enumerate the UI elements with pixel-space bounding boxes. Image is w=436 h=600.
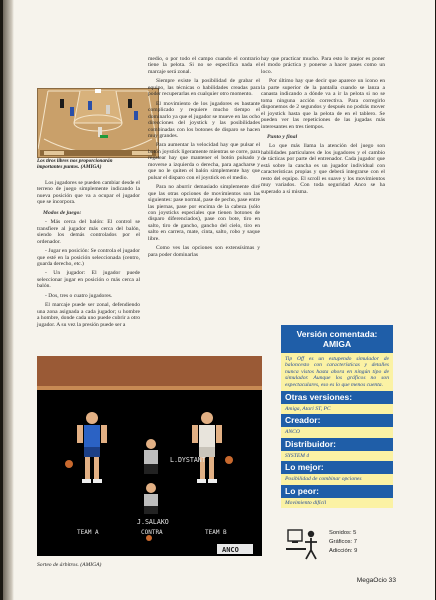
- photo-caption-line: Los tiros libres nos proporcionarán: [37, 158, 113, 164]
- game-screen-illustration: [37, 356, 262, 556]
- paragraph: El marcaje puede ser zonal, defendiendo una zona asignada a cada jugador; u hombre a hombre, donde cada uno puede cubrir a otro jugador. A su vez la presión puede ser a: [37, 302, 140, 328]
- section-heading: Modos de juego:: [43, 209, 82, 216]
- paragraph: El movimiento de los jugadores es bastante complicado y requiere mucho tiempo el dominarlo ya que el jugador se mueve en las ocho direcciones del joystick y las posibilidades combinadas con los botones de disparo se hacen muy grandes.: [148, 100, 260, 139]
- text-column-3: [261, 56, 385, 198]
- paragraph: Como ves las opciones son extensísimas y para poder dominarlas: [148, 245, 260, 258]
- contra-label: CONTRA: [141, 529, 163, 536]
- anco-logo: ANCO: [222, 546, 239, 554]
- paragraph: - Más cerca del balón: El control se transfiere al jugador más cerca del balón, siendo los demás controlados por el ordenador.: [37, 219, 140, 245]
- photo-caption-line: importantes puntos. (AMIGA): [37, 164, 102, 171]
- score-addiction: Adicción: 9: [329, 548, 358, 554]
- team-b-label: TEAM B: [205, 529, 227, 536]
- review-box-title: [281, 325, 393, 353]
- score-panel: [281, 524, 393, 564]
- paragraph: Para aumentar la velocidad hay que pulsar el botón joystick ligeramente mientras se corre, para regatear hay que mantener el botón pulsado y moverse a izquierda o derecha, para agacharse y que no le quiten el balón simplemente hay que pulsar el disparo con el joystick en el medio.: [148, 142, 260, 181]
- text-column-2: [148, 56, 260, 261]
- photo-caption-bottom: Sorteo de árbitros. (AMIGA): [37, 562, 102, 568]
- magazine-page: [3, 0, 435, 600]
- page-spine-shadow: [3, 0, 14, 600]
- review-box: [281, 325, 393, 508]
- paragraph: - Un jugador: El jugador puede seleccionar jugar en posición o más cerca al balón.: [37, 270, 140, 290]
- score-sound: Sonidos: 5: [329, 530, 357, 536]
- score-graphics: Gráficos: 7: [329, 539, 358, 545]
- basketball-court-illustration: [38, 89, 158, 157]
- distributor-heading: Distribuidor:: [281, 438, 393, 451]
- creator-value: ANCO: [281, 427, 393, 437]
- player-name-top: L.DYSTANT: [170, 456, 206, 464]
- paragraph: Siempre existe la posibilidad de grabar el equipo, las técnicas o habilidades creadas para poder recuperarlas en cualquier otro momento.: [148, 78, 260, 98]
- photo-caption-top: [37, 158, 113, 171]
- player-name-bottom: J.SALAKO: [137, 518, 169, 526]
- computer-user-icon: [285, 526, 323, 562]
- versions-value: Amiga, Atari ST, PC: [281, 404, 393, 414]
- worst-value: Movimiento difícil: [281, 498, 393, 508]
- free-throw-screenshot: [37, 88, 159, 158]
- paragraph: hay que practicar mucho. Para esto lo mejor es poner el modo práctica y ponerse a hacer pases como un loco.: [261, 56, 385, 75]
- best-heading: Lo mejor:: [281, 461, 393, 474]
- paragraph: Lo que más llama la atención del juego son habilidades particulares de los jugadores y el cambio de tácticas por parte del entrenador. Cada jugador que está sobre la cancha es un jugador individual con características propias y que deberá integrarse con el resto del equipo. El scroll es suave y los movimientos muy variados. Con toda seguridad Anco se ha superado a sí misma.: [261, 143, 385, 195]
- paragraph: medio, o por todo el campo cuando el contrario tiene la pelota. Si no se especifica nada el marcaje será zonal.: [148, 56, 260, 75]
- review-title-line: AMIGA: [322, 339, 352, 349]
- best-value: Posibilidad de combinar opciones: [281, 474, 393, 484]
- paragraph: Los jugadores se pueden cambiar desde el terreno de juego simplemente indicando la nueva posición que va a ocupar el jugador que se incorpora.: [37, 180, 140, 206]
- worst-heading: Lo peor:: [281, 485, 393, 498]
- paragraph: Por último hay que decir que aparece un icono en la parte superior de la pantalla cuando se lanza a canasta indicando a dónde va a ir la pelota si no se toma ninguna acción correctiva. Para corregirlo disponemos de 2 segundos y después no podrás mover el joystick hasta que la pelota de en el tablero. Se pueden ver las repeticiones de las jugadas más interesantes en tres tiempos.: [261, 78, 385, 130]
- team-a-label: TEAM A: [77, 529, 99, 536]
- review-description: Tip Off es un estupendo simulador de baloncesto con características y detalles nunca vistos hasta ahora en ningún tipo de simulador. Aunque los gráficos no son espectaculares, eso es lo que menos cuenta.: [281, 353, 393, 391]
- creator-heading: Creador:: [281, 414, 393, 427]
- text-column-1: [37, 180, 140, 331]
- page-footer: MegaOcio 33: [356, 577, 396, 584]
- distributor-value: SYSTEM 4: [281, 451, 393, 461]
- paragraph: - Dos, tres o cuatro jugadores.: [45, 292, 113, 299]
- section-heading: Punto y final: [267, 133, 298, 140]
- versions-heading: Otras versiones:: [281, 391, 393, 404]
- review-title-line: Versión comentada:: [296, 329, 378, 339]
- paragraph: - Jugar en posición: Se controla el jugador que esté en la posición seleccionada (centro, guarda derecho, etc.): [37, 248, 140, 267]
- referee-draw-screenshot: [37, 356, 262, 556]
- paragraph: Para no aburrir demasiado simplemente diré que las otras opciones de movimientos son las siguientes: pase normal, pase de pecho, pase entre las piernas, pase por encima de la cabeza (sólo con joysticks especiales que tienen botones de disparo diferenciados), pase con bote, tiro en salto, tiro de gancho, gancho del cielo, tiro en salto en carrera, mate, cinta, salto, robo y saque libre.: [148, 184, 260, 242]
